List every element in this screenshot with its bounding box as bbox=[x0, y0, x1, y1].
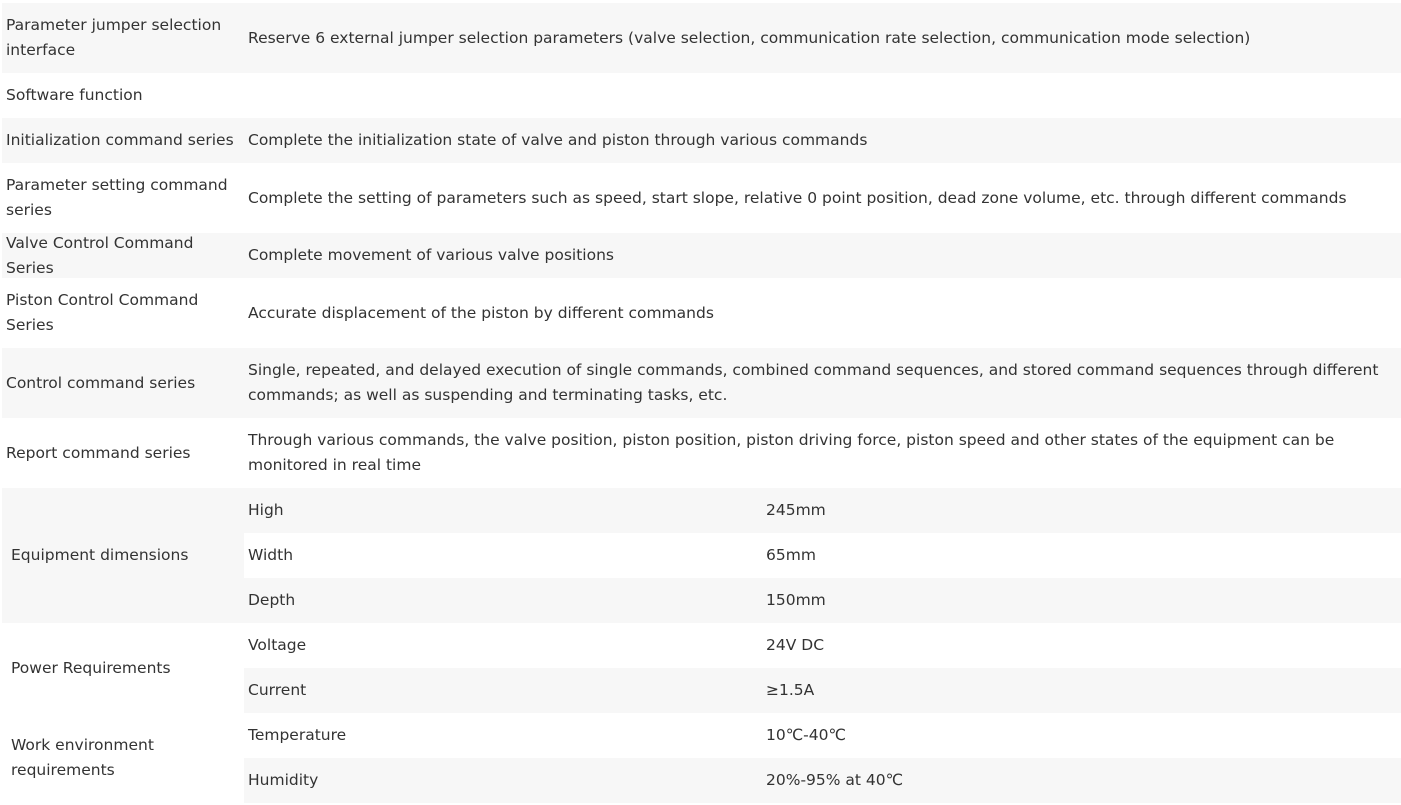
row-value: Complete the setting of parameters such as speed, start slope, relative 0 point position, dead zone volume, etc. through different commands bbox=[248, 188, 1347, 207]
row-value: Accurate displacement of the piston by different commands bbox=[248, 303, 714, 322]
row-value: Single, repeated, and delayed execution of single commands, combined command sequences, and stored command sequences through different commands; as well as suspending and terminating tasks, etc. bbox=[248, 361, 1379, 404]
sub-value: 10℃-40℃ bbox=[766, 726, 846, 744]
sub-value: 20%-95% at 40℃ bbox=[766, 771, 904, 789]
row-label: Report command series bbox=[6, 443, 191, 462]
sub-value: 65mm bbox=[766, 546, 816, 564]
sub-label: High bbox=[248, 501, 284, 519]
row-value: Through various commands, the valve position, piston position, piston driving force, piston speed and other states of the equipment can be monitored in real time bbox=[248, 431, 1335, 474]
row-label: Parameter jumper selection interface bbox=[6, 16, 222, 59]
row-label: Initialization command series bbox=[6, 131, 234, 149]
row-value: Complete movement of various valve positions bbox=[248, 246, 614, 264]
section-heading: Software function bbox=[6, 86, 143, 104]
sub-value: 150mm bbox=[766, 591, 826, 609]
sub-label: Width bbox=[248, 546, 294, 564]
group-label: Power Requirements bbox=[11, 658, 171, 677]
row-value: Reserve 6 external jumper selection parameters (valve selection, communication rate selection, communication mode selection) bbox=[248, 28, 1251, 47]
group-label: Equipment dimensions bbox=[11, 546, 189, 564]
sub-label: Humidity bbox=[248, 771, 319, 789]
row-label: Piston Control Command Series bbox=[6, 291, 199, 334]
row-label: Control command series bbox=[6, 373, 196, 392]
row-label: Valve Control Command Series bbox=[6, 233, 194, 277]
row-label: Parameter setting command series bbox=[6, 176, 228, 219]
sub-value: 24V DC bbox=[766, 636, 825, 654]
sub-label: Depth bbox=[248, 591, 296, 609]
sub-value: ≥1.5A bbox=[766, 681, 815, 699]
sub-label: Current bbox=[248, 681, 307, 699]
row-value bbox=[248, 73, 1394, 118]
group-label: Work environment requirements bbox=[11, 736, 154, 779]
sub-label: Voltage bbox=[248, 636, 307, 654]
sub-value: 245mm bbox=[766, 501, 826, 519]
sub-label: Temperature bbox=[248, 726, 347, 744]
row-value: Complete the initialization state of valve and piston through various commands bbox=[248, 131, 868, 149]
